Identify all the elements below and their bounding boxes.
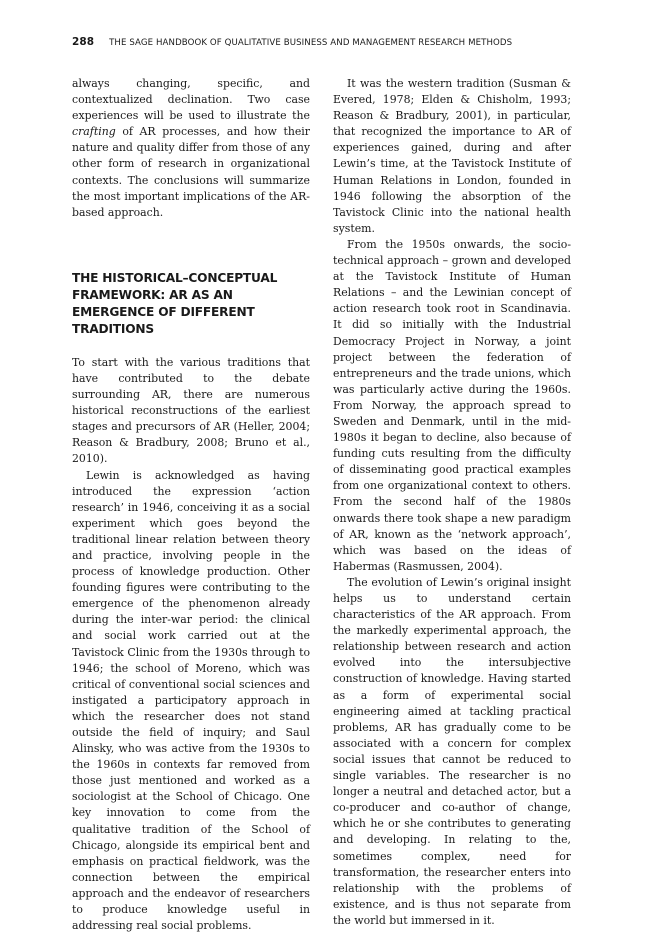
running-header (72, 36, 512, 48)
body-paragraph: To start with the various traditions that have contributed to the debate surrounding AR, there are numerous historical reconstructions of the earliest stages and precursors of AR (Heller, 2004; Reason & Bradbury, 2008; Bruno et al., 2010). (72, 355, 310, 468)
intro-text-after: of AR processes, and how their nature and quality differ from those of any other form of research in organizational contexts. The conclusions will summarize the most important implications of the AR-based approach. (72, 125, 310, 218)
body-paragraph: Lewin is acknowledged as having introduced the expression ‘action research’ in 1946, conceiving it as a social experiment which goes beyond the traditional linear relation between theory and practice, involving people in the process of knowledge production. Other founding figures were contributing to the emergence of the phenomenon already during the inter-war period: the clinical and social work carried out at the Tavistock Clinic from the 1930s through to 1946; the school of Moreno, which was critical of conventional social sciences and instigated a participatory approach in which the researcher does not stand outside the field of inquiry; and Saul Alinsky, who was active from the 1930s to the 1960s in contexts far removed from those just mentioned and worked as a sociologist at the School of Chicago. One key innovation to come from the qualitative tradition of the School of Chicago, alongside its empirical bent and emphasis on practical fieldwork, was the connection between the empirical approach and the endeavor of researchers to produce knowledge useful in addressing real social problems. (72, 468, 310, 934)
right-column (333, 76, 571, 929)
intro-text-before: always changing, specific, and contextualized declination. Two case experiences will be used to illustrate the (72, 77, 310, 122)
intro-paragraph (72, 76, 310, 221)
body-paragraph: It was the western tradition (Susman & Evered, 1978; Elden & Chisholm, 1993; Reason & Bradbury, 2001), in particular, that recognized the importance to AR of experiences gained, during and after Lewin’s time, at the Tavistock Institute of Human Relations in London, founded in 1946 following the absorption of the Tavistock Clinic into the national health system. (333, 76, 571, 237)
body-paragraph: From the 1950s onwards, the socio-technical approach – grown and developed at the Tavistock Institute of Human Relations – and the Lewinian concept of action research took root in Scandinavia. It did so initially with the Industrial Democracy Project in Norway, a joint project between the federation of entrepreneurs and the trade unions, which was particularly active during the 1960s. From Norway, the approach spread to Sweden and Denmark, until in the mid-1980s it began to decline, also because of funding cuts resulting from the difficulty of disseminating good practical examples from one organizational context to others. From the second half of the 1980s onwards there took shape a new paradigm of AR, known as the ‘network approach’, which was based on the ideas of Habermas (Rasmussen, 2004). (333, 237, 571, 575)
section-heading: THE HISTORICAL–CONCEPTUAL FRAMEWORK: AR AS AN EMERGENCE OF DIFFERENT TRADITIONS (72, 270, 310, 338)
page-number: 288 (72, 36, 94, 48)
intro-emphasis: crafting (72, 125, 116, 138)
left-column (72, 76, 310, 934)
body-paragraph: The evolution of Lewin’s original insight helps us to understand certain characteristics of the AR approach. From the markedly experimental approach, the relationship between research and action evolved into the intersubjective construction of knowledge. Having started as a form of experimental social engineering aimed at tackling practical problems, AR has gradually come to be associated with a concern for complex social issues that cannot be reduced to single variables. The researcher is no longer a neutral and detached actor, but a co-producer and co-author of change, which he or she contributes to generating and developing. In relating to the, sometimes complex, need for transformation, the researcher enters into relationship with the problems of existence, and is thus not separate from the world but immersed in it. (333, 575, 571, 929)
running-title: THE SAGE HANDBOOK OF QUALITATIVE BUSINESS AND MANAGEMENT RESEARCH METHODS (109, 38, 512, 48)
